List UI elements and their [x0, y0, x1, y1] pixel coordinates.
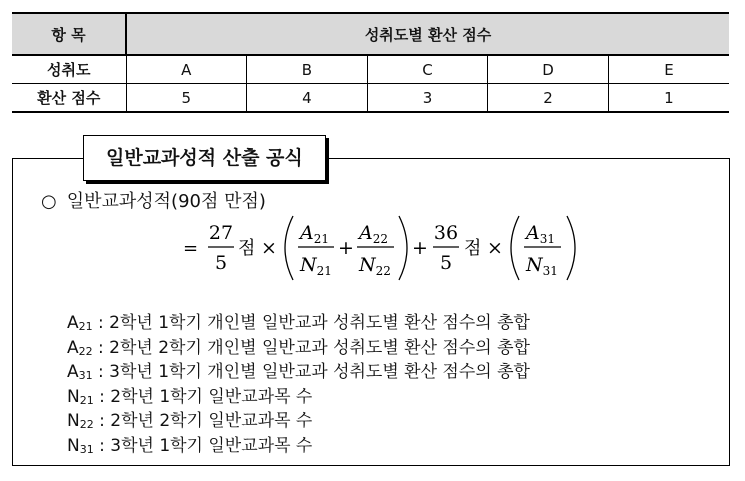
plus-sign-1: + [338, 237, 354, 259]
definition-row [67, 360, 530, 385]
frac1-denominator: 5 [214, 252, 228, 274]
term3-numerator: $A_{31}$ [526, 222, 556, 246]
plus-sign-2: + [412, 237, 428, 259]
definition-symbol: $A_{22}$ [67, 337, 93, 358]
definition-text: : 3학년 1학기 개인별 일반교과 성취도별 환산 점수의 총합 [92, 362, 530, 382]
definition-symbol: $A_{21}$ [67, 313, 93, 333]
times-sign-2: × [487, 237, 503, 259]
definition-text: : 3학년 1학기 일반교과목 수 [93, 435, 313, 456]
definition-symbol: $N_{21}$ [67, 386, 94, 407]
table-cell: 4 [247, 84, 368, 113]
frac2-numerator: 36 [433, 222, 459, 244]
left-paren-2 [511, 216, 519, 280]
table-cell: 3 [367, 84, 488, 113]
right-paren-2 [567, 216, 575, 280]
term1-denominator: $N_{21}$ [300, 254, 332, 278]
row-label: 환산 점수 [12, 84, 126, 113]
formula-heading [41, 187, 266, 213]
definition-row [67, 311, 530, 336]
term1-numerator: $A_{21}$ [300, 222, 330, 246]
frac2-denominator: 5 [439, 252, 453, 274]
term3-denominator: $N_{31}$ [526, 254, 558, 278]
definition-row [67, 385, 530, 410]
grade-conversion-table [12, 12, 729, 113]
right-paren-1 [399, 216, 407, 280]
definition-text: : 2학년 2학기 일반교과목 수 [93, 411, 313, 431]
definition-text: : 2학년 2학기 개인별 일반교과 성취도별 환산 점수의 총합 [92, 337, 530, 358]
frac1-numerator: 27 [208, 222, 234, 244]
table-cell: 2 [488, 84, 609, 113]
left-paren-1 [285, 216, 293, 280]
table-cell: D [488, 55, 609, 84]
header-score-cell: 성취도별 환산 점수 [126, 13, 729, 55]
variable-definitions [67, 311, 530, 458]
definition-row [67, 434, 530, 459]
definition-row [67, 409, 530, 434]
term2-denominator: $N_{22}$ [359, 254, 391, 278]
definition-text: : 2학년 1학기 일반교과목 수 [93, 386, 313, 407]
unit-2: 점 [464, 238, 482, 259]
table-row [12, 55, 729, 84]
formula-box-title: 일반교과성적 산출 공식 [83, 135, 326, 181]
equals-sign: = [183, 238, 199, 259]
table-cell: 5 [126, 84, 247, 113]
circle-bullet-icon: ○ [41, 191, 57, 212]
definition-symbol: $N_{31}$ [67, 435, 94, 456]
table-row [12, 84, 729, 113]
table-header-row [12, 13, 729, 55]
row-label: 성취도 [12, 55, 126, 84]
table-cell: 1 [608, 84, 729, 113]
definition-text: : 2학년 1학기 개인별 일반교과 성취도별 환산 점수의 총합 [92, 313, 530, 333]
formula-equation [181, 212, 601, 284]
formula-heading-text: 일반교과성적(90점 만점) [66, 191, 266, 212]
table-cell: A [126, 55, 247, 84]
formula-box [12, 147, 730, 466]
term2-numerator: $A_{22}$ [359, 222, 389, 246]
definition-symbol: $A_{31}$ [67, 362, 93, 382]
table-cell: E [608, 55, 729, 84]
definition-row [67, 336, 530, 361]
table-cell: B [247, 55, 368, 84]
unit-1: 점 [238, 238, 256, 259]
times-sign-1: × [261, 237, 277, 259]
header-item-cell: 항 목 [12, 13, 126, 55]
definition-symbol: $N_{22}$ [67, 411, 94, 431]
table-cell: C [367, 55, 488, 84]
